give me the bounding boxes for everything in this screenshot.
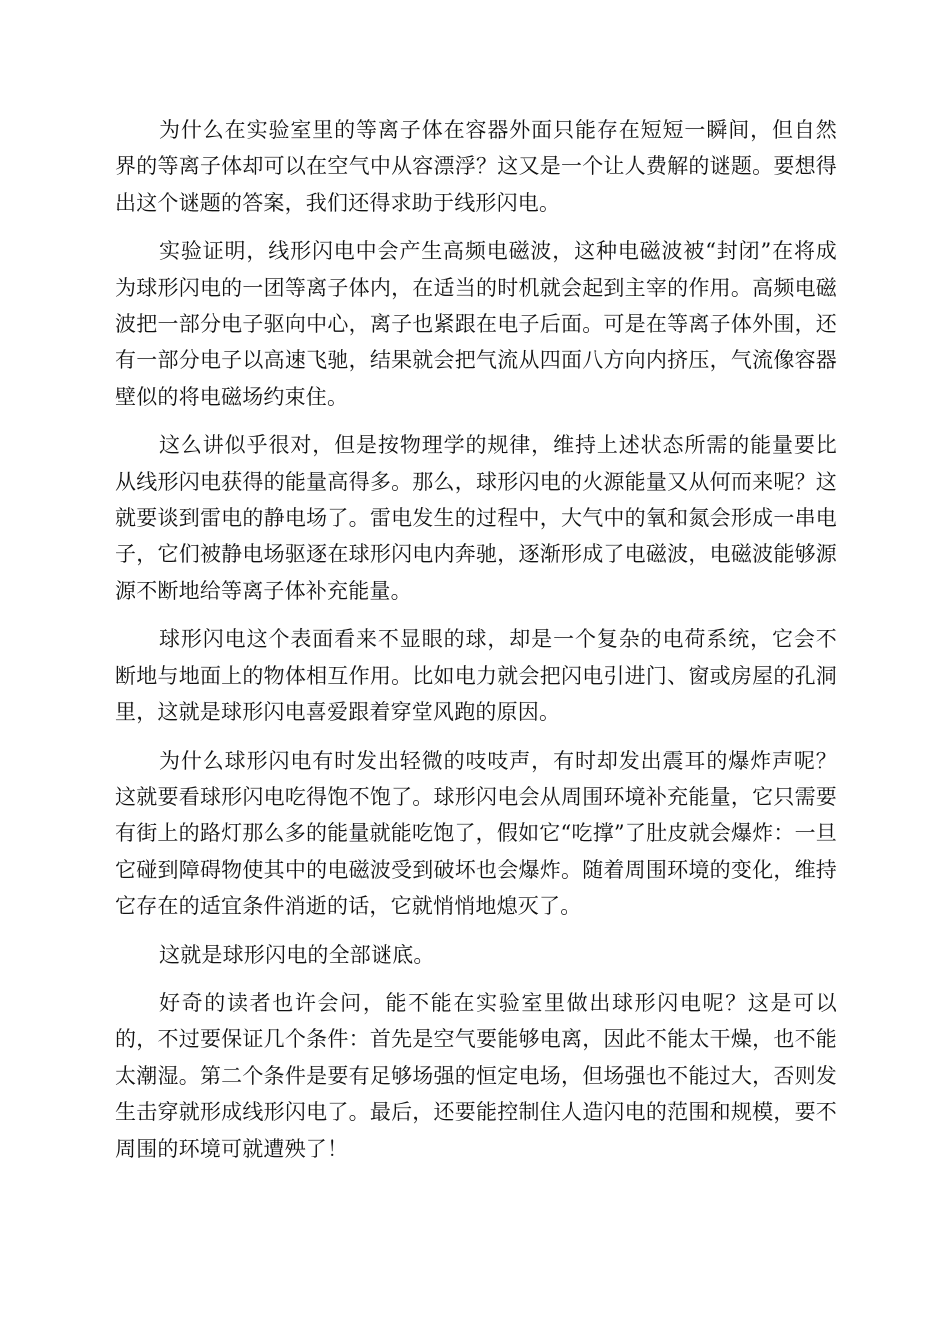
paragraph-7: 好奇的读者也许会问，能不能在实验室里做出球形闪电呢？这是可以的，不过要保证几个条件：首先是空气要能够电离，因此不能太干燥，也不能太潮湿。第二个条件是要有足够场强的恒定电场，但场强也不能过大，否则发生击穿就形成线形闪电了。最后，还要能控制住人造闪电的范围和规模，要不周围的环境可就遭殃了！ [115,990,837,1161]
paragraph-5: 为什么球形闪电有时发出轻微的吱吱声，有时却发出震耳的爆炸声呢？这就要看球形闪电吃得饱不饱了。球形闪电会从周围环境补充能量，它只需要有街上的路灯那么多的能量就能吃饱了，假如它“吃撑”了肚皮就会爆炸：一旦它碰到障碍物使其中的电磁波受到破坏也会爆炸。随着周围环境的变化，维持它存在的适宜条件消逝的话，它就悄悄地熄灭了。 [115,748,837,919]
paragraph-2: 实验证明，线形闪电中会产生高频电磁波，这种电磁波被“封闭”在将成为球形闪电的一团等离子体内，在适当的时机就会起到主宰的作用。高频电磁波把一部分电子驱向中心，离子也紧跟在电子后面。可是在等离子体外围，还有一部分电子以高速飞驰，结果就会把气流从四面八方向内挤压，气流像容器壁似的将电磁场约束住。 [115,239,837,409]
paragraph-1: 为什么在实验室里的等离子体在容器外面只能存在短短一瞬间，但自然界的等离子体却可以在空气中从容漂浮？这又是一个让人费解的谜题。要想得出这个谜题的答案，我们还得求助于线形闪电。 [115,118,837,215]
article-body [115,112,837,1179]
paragraph-3: 这么讲似乎很对，但是按物理学的规律，维持上述状态所需的能量要比从线形闪电获得的能量高得多。那么，球形闪电的火源能量又从何而来呢？这就要谈到雷电的静电场了。雷电发生的过程中，大气中的氧和氮会形成一串电子，它们被静电场驱逐在球形闪电内奔驰，逐渐形成了电磁波，电磁波能够源源不断地给等离子体补充能量。 [115,433,837,603]
paragraph-6: 这就是球形闪电的全部谜底。 [159,942,435,967]
paragraph-4: 球形闪电这个表面看来不显眼的球，却是一个复杂的电荷系统，它会不断地与地面上的物体相互作用。比如电力就会把闪电引进门、窗或房屋的孔洞里，这就是球形闪电喜爱跟着穿堂风跑的原因。 [115,627,837,725]
